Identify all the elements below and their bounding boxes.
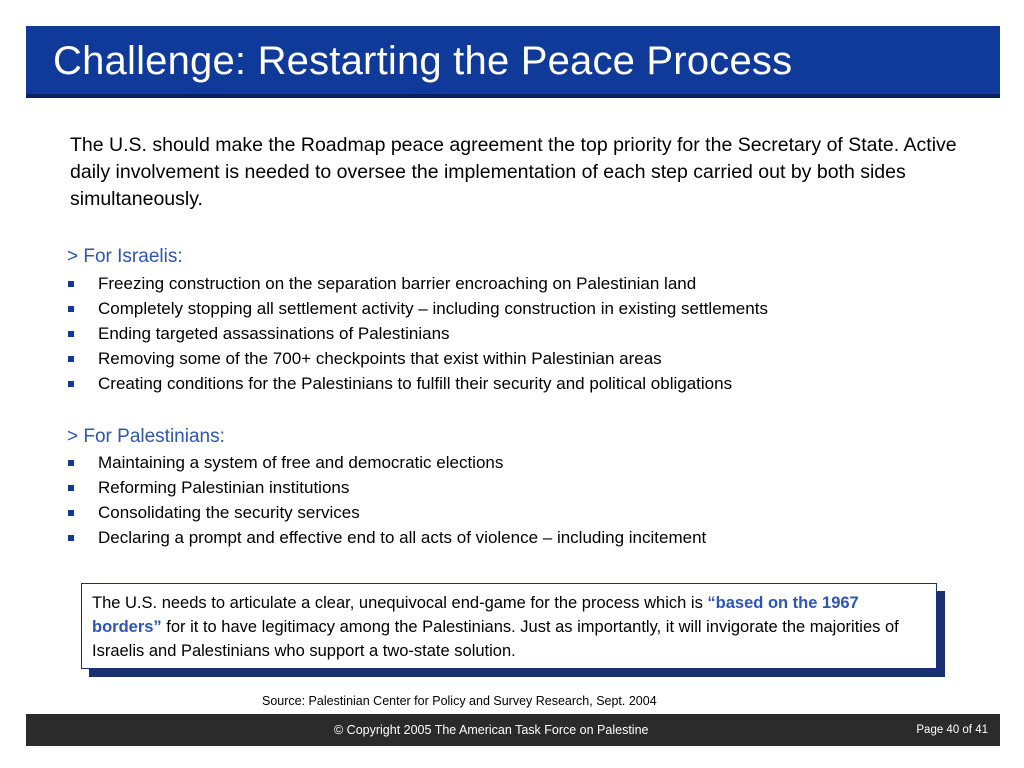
palestinians-heading: > For Palestinians: bbox=[67, 426, 225, 447]
callout-text-end: for it to have legitimacy among the Palestinians. Just as importantly, it will invigorate the majorities of Israelis and Palestinians who support a two-state solution. bbox=[92, 618, 899, 660]
square-bullet-icon bbox=[68, 281, 74, 287]
list-item: Consolidating the security services bbox=[67, 500, 706, 525]
square-bullet-icon bbox=[68, 460, 74, 466]
source-note: Source: Palestinian Center for Policy and Survey Research, Sept. 2004 bbox=[262, 694, 657, 708]
slide-title: Challenge: Restarting the Peace Process bbox=[53, 39, 793, 83]
list-item: Freezing construction on the separation barrier encroaching on Palestinian land bbox=[67, 271, 768, 296]
palestinians-list bbox=[67, 450, 706, 550]
square-bullet-icon bbox=[68, 306, 74, 312]
title-bar bbox=[26, 26, 1000, 98]
square-bullet-icon bbox=[68, 535, 74, 541]
copyright-text: © Copyright 2005 The American Task Force on Palestine bbox=[334, 723, 649, 737]
list-item: Declaring a prompt and effective end to all acts of violence – including incitement bbox=[67, 525, 706, 550]
israelis-heading: > For Israelis: bbox=[67, 246, 183, 267]
page-number: Page 40 of 41 bbox=[916, 724, 988, 736]
list-item: Removing some of the 700+ checkpoints that exist within Palestinian areas bbox=[67, 346, 768, 371]
square-bullet-icon bbox=[68, 510, 74, 516]
square-bullet-icon bbox=[68, 485, 74, 491]
footer-bar bbox=[26, 714, 1000, 746]
callout-text: The U.S. needs to articulate a clear, unequivocal end-game for the process which is bbox=[92, 594, 708, 612]
intro-paragraph: The U.S. should make the Roadmap peace agreement the top priority for the Secretary of State. Active daily involvement is needed to oversee the implementation of each step carried out by both sides simultaneously. bbox=[70, 134, 957, 210]
square-bullet-icon bbox=[68, 356, 74, 362]
list-item: Ending targeted assassinations of Palestinians bbox=[67, 321, 768, 346]
callout-box bbox=[81, 583, 937, 669]
list-item: Creating conditions for the Palestinians to fulfill their security and political obligations bbox=[67, 371, 768, 396]
callout-emphasis: “based on the 1967 borders” bbox=[92, 594, 859, 636]
list-item: Completely stopping all settlement activity – including construction in existing settlements bbox=[67, 296, 768, 321]
square-bullet-icon bbox=[68, 331, 74, 337]
list-item: Maintaining a system of free and democratic elections bbox=[67, 450, 706, 475]
israelis-list bbox=[67, 271, 768, 396]
list-item: Reforming Palestinian institutions bbox=[67, 475, 706, 500]
square-bullet-icon bbox=[68, 381, 74, 387]
